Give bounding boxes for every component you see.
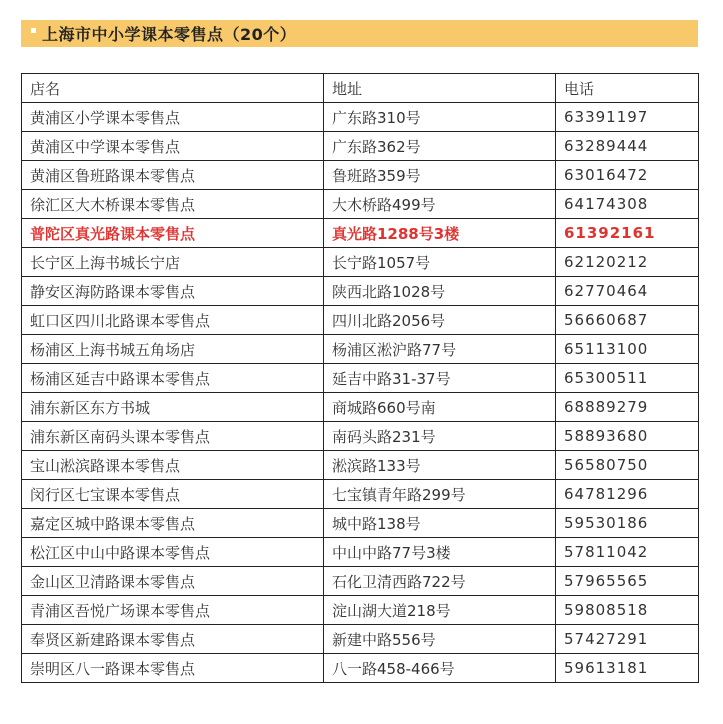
store-name-cell: 奉贤区新建路课本零售点 <box>22 625 324 654</box>
store-phone-cell: 59613181 <box>556 654 699 683</box>
store-phone-cell: 62120212 <box>556 248 699 277</box>
store-name-cell: 长宁区上海书城长宁店 <box>22 248 324 277</box>
store-name-cell: 嘉定区城中路课本零售点 <box>22 509 324 538</box>
store-address-cell: 长宁路1057号 <box>324 248 556 277</box>
store-address-cell: 新建中路556号 <box>324 625 556 654</box>
table-row <box>22 567 699 596</box>
store-phone-cell: 65300511 <box>556 364 699 393</box>
table-row <box>22 364 699 393</box>
table-row <box>22 654 699 683</box>
store-address-cell: 广东路310号 <box>324 103 556 132</box>
table-row <box>22 190 699 219</box>
store-phone-cell: 57811042 <box>556 538 699 567</box>
store-address-cell: 大木桥路499号 <box>324 190 556 219</box>
table-row <box>22 132 699 161</box>
section-title-bar <box>21 20 698 47</box>
store-address-cell: 淀山湖大道218号 <box>324 596 556 625</box>
table-row <box>22 393 699 422</box>
table-body <box>22 103 699 683</box>
store-name-cell: 静安区海防路课本零售点 <box>22 277 324 306</box>
store-phone-cell: 65113100 <box>556 335 699 364</box>
store-name-cell: 黄浦区中学课本零售点 <box>22 132 324 161</box>
store-phone-cell: 57965565 <box>556 567 699 596</box>
title-bullet-marker <box>31 28 36 33</box>
store-phone-cell: 62770464 <box>556 277 699 306</box>
store-phone-cell: 68889279 <box>556 393 699 422</box>
store-address-cell: 真光路1288号3楼 <box>324 219 556 248</box>
store-phone-cell: 63289444 <box>556 132 699 161</box>
store-address-cell: 城中路138号 <box>324 509 556 538</box>
store-name-cell: 闵行区七宝课本零售点 <box>22 480 324 509</box>
store-phone-cell: 61392161 <box>556 219 699 248</box>
store-name-cell: 杨浦区延吉中路课本零售点 <box>22 364 324 393</box>
store-address-cell: 商城路660号南 <box>324 393 556 422</box>
table-row <box>22 596 699 625</box>
store-name-cell: 崇明区八一路课本零售点 <box>22 654 324 683</box>
table-row <box>22 480 699 509</box>
table-row <box>22 451 699 480</box>
table-row <box>22 335 699 364</box>
store-address-cell: 杨浦区淞沪路77号 <box>324 335 556 364</box>
store-address-cell: 中山中路77号3楼 <box>324 538 556 567</box>
store-address-cell: 八一路458-466号 <box>324 654 556 683</box>
store-phone-cell: 56580750 <box>556 451 699 480</box>
table-row <box>22 248 699 277</box>
column-header-address: 地址 <box>324 74 556 103</box>
store-name-cell: 杨浦区上海书城五角场店 <box>22 335 324 364</box>
table-row <box>22 277 699 306</box>
page-title: 上海市中小学课本零售点（20个） <box>42 25 297 44</box>
store-name-cell: 徐汇区大木桥课本零售点 <box>22 190 324 219</box>
store-address-cell: 淞滨路133号 <box>324 451 556 480</box>
store-name-cell: 浦东新区东方书城 <box>22 393 324 422</box>
store-phone-cell: 63391197 <box>556 103 699 132</box>
store-phone-cell: 58893680 <box>556 422 699 451</box>
table-row <box>22 422 699 451</box>
column-header-phone: 电话 <box>556 74 699 103</box>
store-name-cell: 黄浦区鲁班路课本零售点 <box>22 161 324 190</box>
store-name-cell: 黄浦区小学课本零售点 <box>22 103 324 132</box>
table-row <box>22 219 699 248</box>
store-address-cell: 陕西北路1028号 <box>324 277 556 306</box>
column-header-name: 店名 <box>22 74 324 103</box>
store-phone-cell: 59530186 <box>556 509 699 538</box>
table-row <box>22 306 699 335</box>
store-name-cell: 普陀区真光路课本零售点 <box>22 219 324 248</box>
store-name-cell: 宝山淞滨路课本零售点 <box>22 451 324 480</box>
store-phone-cell: 59808518 <box>556 596 699 625</box>
store-address-cell: 四川北路2056号 <box>324 306 556 335</box>
table-row <box>22 538 699 567</box>
store-address-cell: 延吉中路31-37号 <box>324 364 556 393</box>
store-table <box>21 73 699 683</box>
store-name-cell: 青浦区吾悦广场课本零售点 <box>22 596 324 625</box>
store-phone-cell: 63016472 <box>556 161 699 190</box>
store-phone-cell: 56660687 <box>556 306 699 335</box>
store-name-cell: 松江区中山中路课本零售点 <box>22 538 324 567</box>
table-header-row <box>22 74 699 103</box>
store-address-cell: 七宝镇青年路299号 <box>324 480 556 509</box>
table-row <box>22 161 699 190</box>
table-row <box>22 625 699 654</box>
store-phone-cell: 64174308 <box>556 190 699 219</box>
store-phone-cell: 57427291 <box>556 625 699 654</box>
store-name-cell: 虹口区四川北路课本零售点 <box>22 306 324 335</box>
table-row <box>22 103 699 132</box>
store-name-cell: 浦东新区南码头课本零售点 <box>22 422 324 451</box>
store-name-cell: 金山区卫清路课本零售点 <box>22 567 324 596</box>
table-row <box>22 509 699 538</box>
store-address-cell: 广东路362号 <box>324 132 556 161</box>
store-phone-cell: 64781296 <box>556 480 699 509</box>
store-address-cell: 南码头路231号 <box>324 422 556 451</box>
store-address-cell: 鲁班路359号 <box>324 161 556 190</box>
store-address-cell: 石化卫清西路722号 <box>324 567 556 596</box>
